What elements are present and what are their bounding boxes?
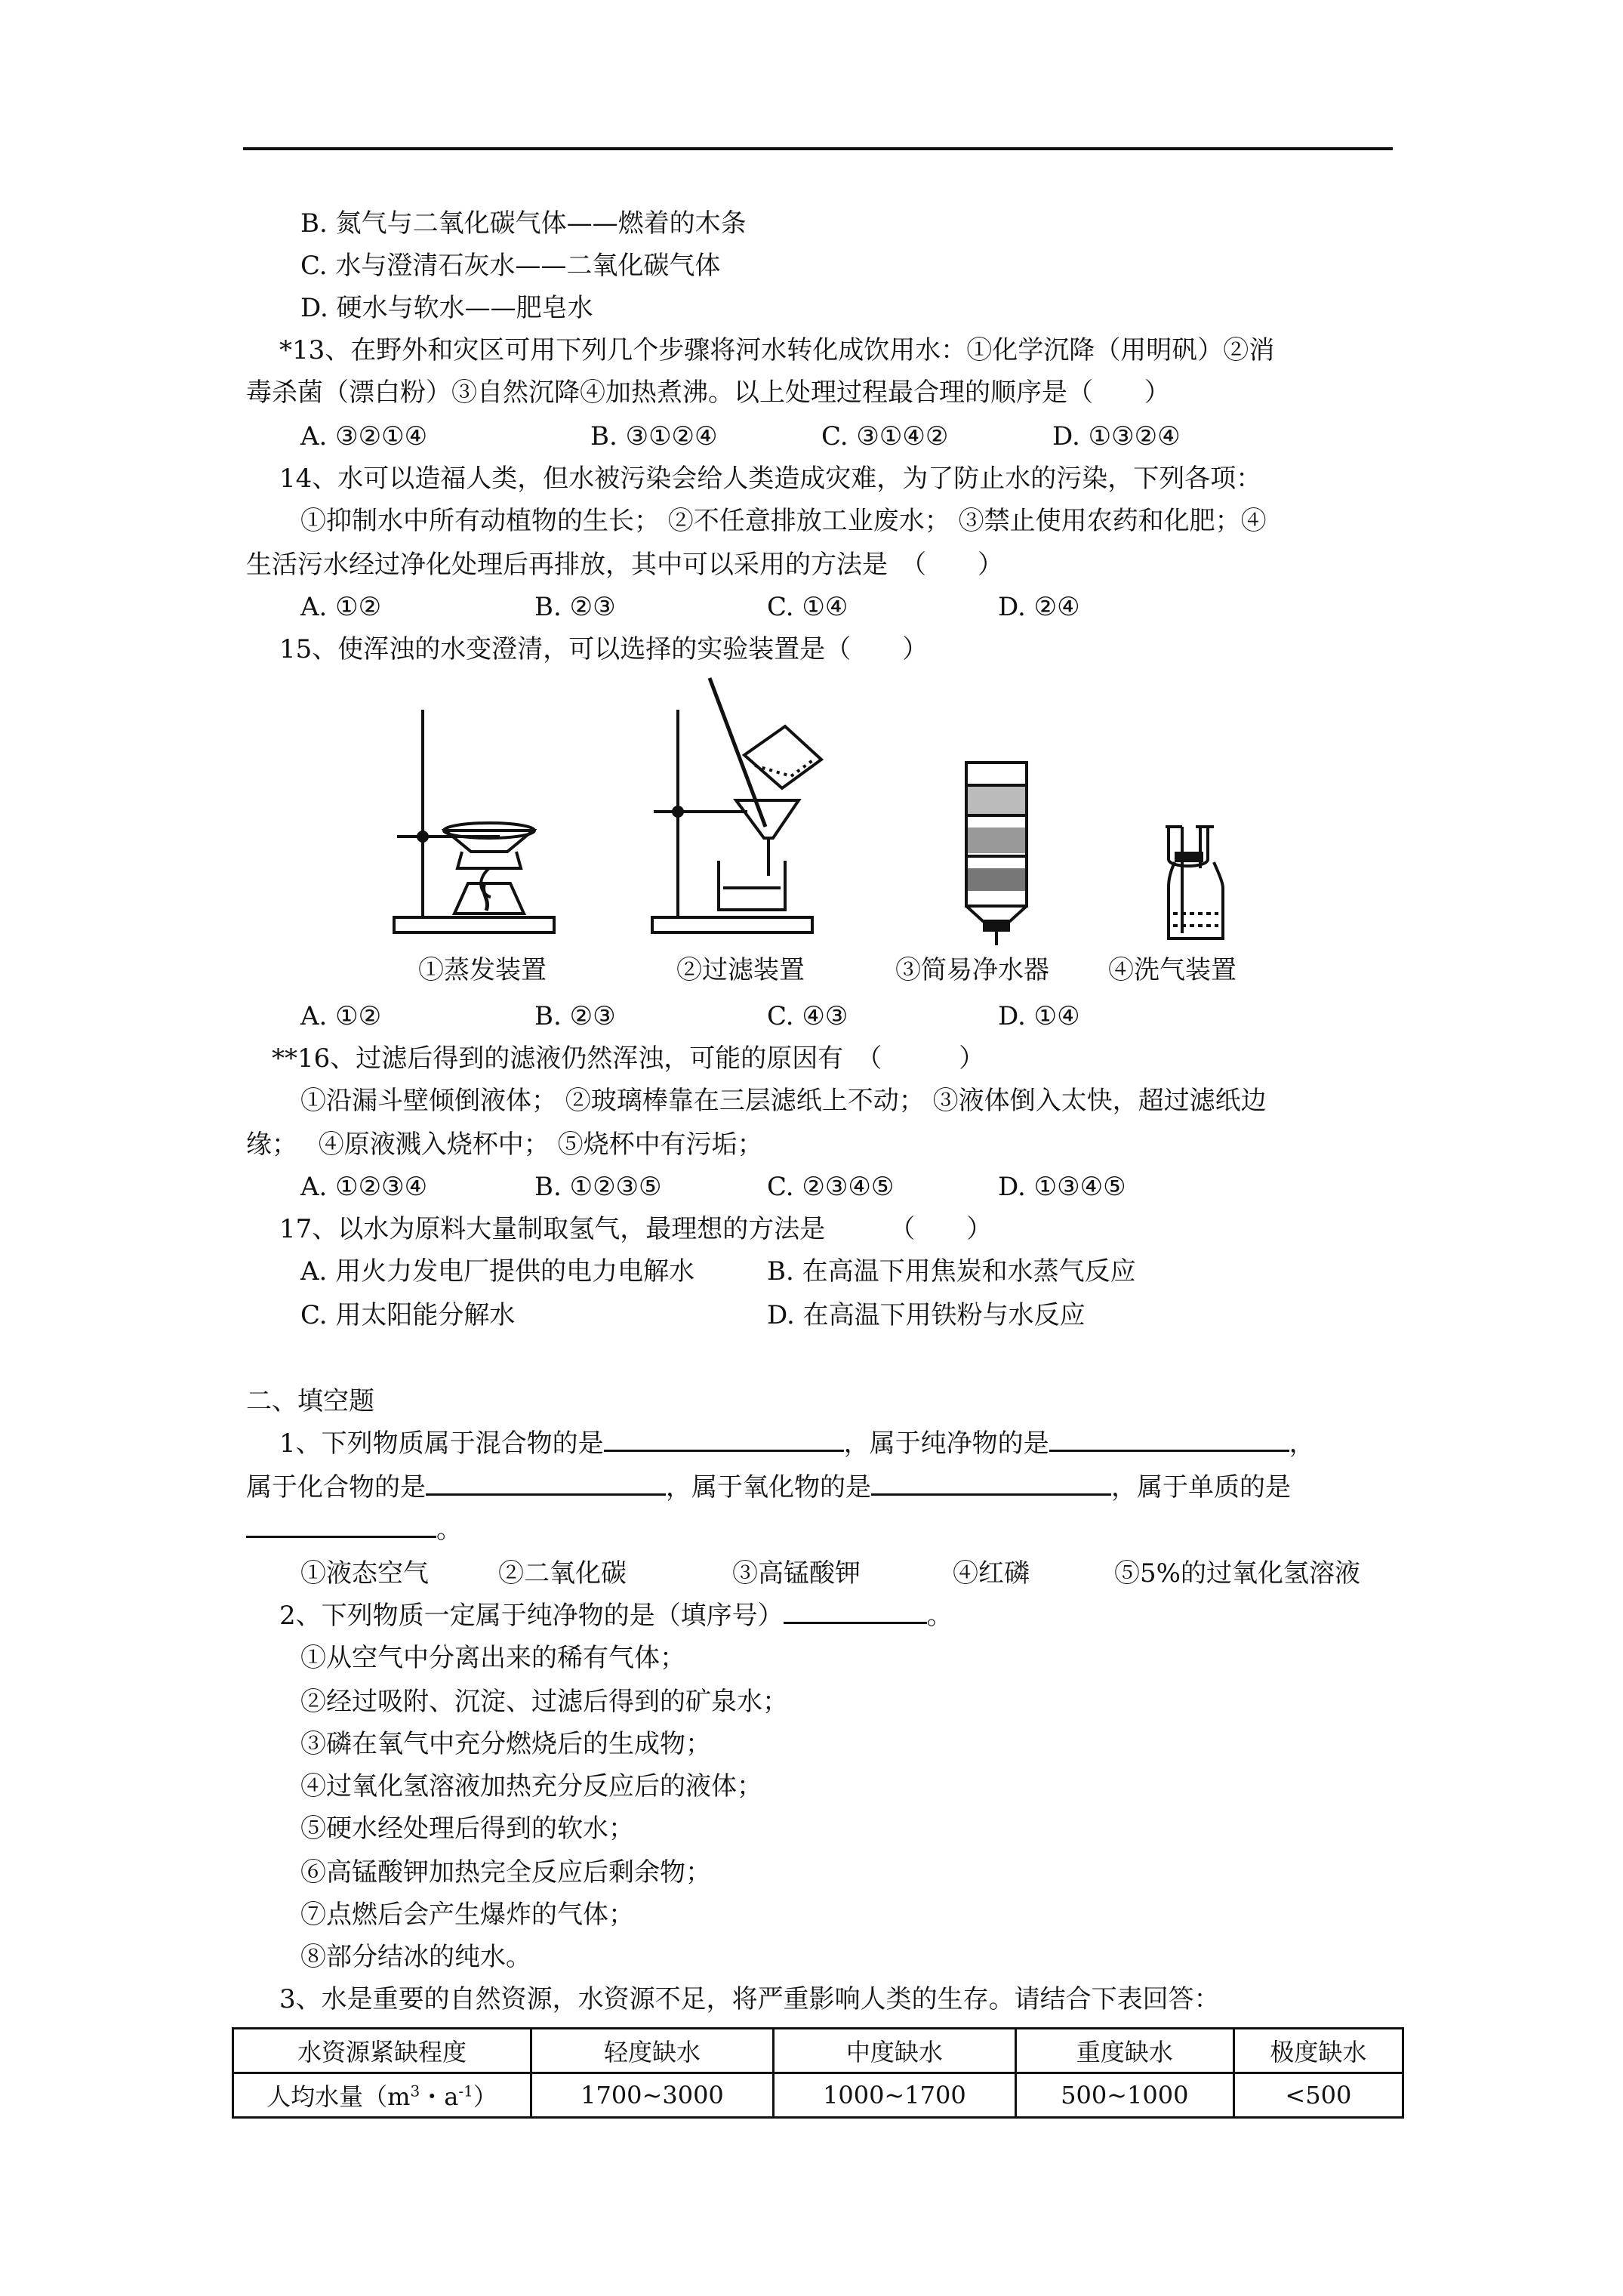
label-post: ） — [473, 2082, 497, 2111]
table-header-cell: 极度缺水 — [1233, 2029, 1403, 2073]
q16-option-d: D. ①③④⑤ — [998, 1172, 1126, 1202]
q12-option-c: C. 水与澄清石灰水——二氧化碳气体 — [300, 251, 721, 281]
f2-item-5: ⑤硬水经处理后得到的软水； — [300, 1814, 634, 1844]
table-header-cell: 水资源紧缺程度 — [233, 2029, 531, 2073]
table-row-label — [233, 2073, 531, 2118]
table-row — [233, 2073, 1403, 2118]
q14-stem-line3: 生活污水经过净化处理后再排放，其中可以采用的方法是 （ ） — [246, 550, 1003, 580]
f2-item-3: ③磷在氧气中充分燃烧后的生成物； — [300, 1729, 711, 1759]
f1-text-6: ，属于单质的是 — [1111, 1472, 1291, 1502]
f2-end: 。 — [926, 1601, 953, 1631]
table-header-row — [233, 2029, 1403, 2073]
evaporation-apparatus-icon — [394, 710, 554, 932]
f3-stem: 3、水是重要的自然资源，水资源不足，将严重影响人类的生存。请结合下表回答： — [279, 1984, 1220, 2014]
f1-blank-pure[interactable] — [1049, 1427, 1289, 1452]
q15-stem: 15、使浑浊的水变澄清，可以选择的实验装置是（ ） — [279, 634, 929, 664]
f1-text-5: ，属于氧化物的是 — [666, 1472, 871, 1502]
q13-option-b: B. ③①②④ — [590, 421, 718, 451]
table-header-cell: 中度缺水 — [773, 2029, 1015, 2073]
table-cell: 1000~1700 — [773, 2073, 1015, 2118]
f1-line1 — [279, 1427, 1315, 1460]
q14-option-b: B. ②③ — [534, 592, 616, 622]
q15-option-c: C. ④③ — [767, 1001, 848, 1031]
apparatus-figure — [0, 0, 1623, 982]
label-sup-neg1: -1 — [458, 2082, 473, 2100]
f2-item-1: ①从空气中分离出来的稀有气体； — [300, 1643, 685, 1673]
q17-option-a: A. 用火力发电厂提供的电力电解水 — [300, 1256, 695, 1287]
q14-option-a: A. ①② — [300, 592, 382, 622]
label-sup-3: 3 — [410, 2082, 420, 2100]
q13-stem-line1: *13、在野外和灾区可用下列几个步骤将河水转化成饮用水：①化学沉降（用明矾）②消 — [279, 335, 1275, 365]
q13-option-a: A. ③②①④ — [300, 421, 428, 451]
section-title-fill-in: 二、填空题 — [246, 1386, 374, 1416]
q15-option-b: B. ②③ — [534, 1001, 616, 1031]
q13-option-d: D. ①③②④ — [1052, 421, 1181, 451]
q14-stem-line2: ①抑制水中所有动植物的生长； ②不任意排放工业废水； ③禁止使用农药和化肥；④ — [300, 506, 1267, 536]
q16-stem-line3: 缘； ④原液溅入烧杯中； ⑤烧杯中有污垢； — [246, 1130, 763, 1160]
q17-option-b: B. 在高温下用焦炭和水蒸气反应 — [767, 1256, 1136, 1287]
f1-text-3: ， — [1289, 1428, 1315, 1459]
f1-item-3: ③高锰酸钾 — [732, 1558, 861, 1589]
q17-stem: 17、以水为原料大量制取氢气，最理想的方法是 （ ） — [279, 1214, 993, 1244]
f1-text-1: 1、下列物质属于混合物的是 — [279, 1428, 604, 1459]
f1-line2 — [246, 1471, 1291, 1504]
q14-option-d: D. ②④ — [998, 592, 1080, 622]
f2-item-8: ⑧部分结冰的纯水。 — [300, 1942, 531, 1972]
f1-blank-element[interactable] — [246, 1513, 436, 1538]
q16-stem-line1: **16、过滤后得到的滤液仍然浑浊，可能的原因有 （ ） — [272, 1043, 985, 1074]
q12-option-b: B. 氮气与二氧化碳气体——燃着的木条 — [300, 208, 747, 239]
caption-filtration: ②过滤装置 — [676, 955, 805, 985]
q16-stem-line2: ①沿漏斗壁倾倒液体； ②玻璃棒靠在三层滤纸上不动； ③液体倒入太快，超过滤纸边 — [300, 1086, 1267, 1116]
f1-text-7: 。 — [436, 1515, 462, 1545]
f1-blank-oxide[interactable] — [871, 1471, 1111, 1496]
f1-item-2: ②二氧化碳 — [498, 1558, 627, 1589]
q17-option-d: D. 在高温下用铁粉与水反应 — [767, 1300, 1086, 1330]
q12-option-d: D. 硬水与软水——肥皂水 — [300, 293, 593, 323]
water-resource-table — [232, 2027, 1404, 2119]
caption-purifier: ③简易净水器 — [895, 955, 1049, 985]
gas-washing-bottle-icon — [1166, 827, 1223, 938]
f1-line3 — [246, 1513, 462, 1546]
q14-stem-line1: 14、水可以造福人类，但水被污染会给人类造成灾难，为了防止水的污染，下列各项： — [279, 464, 1262, 494]
table-header-cell: 重度缺水 — [1015, 2029, 1233, 2073]
q16-option-c: C. ②③④⑤ — [767, 1172, 895, 1202]
f2-item-6: ⑥高锰酸钾加热完全反应后剩余物； — [300, 1857, 711, 1888]
f2-blank[interactable] — [784, 1599, 927, 1624]
table-cell: <500 — [1233, 2073, 1403, 2118]
f2-item-2: ②经过吸附、沉淀、过滤后得到的矿泉水； — [300, 1687, 788, 1717]
table-header-cell: 轻度缺水 — [531, 2029, 774, 2073]
f1-item-5: ⑤5%的过氧化氢溶液 — [1114, 1558, 1360, 1589]
q13-option-c: C. ③①④② — [821, 421, 949, 451]
f2-stem-line — [279, 1599, 953, 1632]
f2-item-7: ⑦点燃后会产生爆炸的气体； — [300, 1900, 634, 1930]
f1-item-1: ①液态空气 — [300, 1558, 429, 1589]
filtration-apparatus-icon — [652, 678, 821, 932]
caption-gas-washing: ④洗气装置 — [1108, 955, 1236, 985]
label-pre: 人均水量（m — [266, 2082, 411, 2111]
q17-option-c: C. 用太阳能分解水 — [300, 1300, 516, 1330]
q15-option-d: D. ①④ — [998, 1001, 1080, 1031]
q16-option-a: A. ①②③④ — [300, 1172, 428, 1202]
f2-item-4: ④过氧化氢溶液加热充分反应后的液体； — [300, 1771, 762, 1801]
q15-option-a: A. ①② — [300, 1001, 382, 1031]
f1-item-4: ④红磷 — [953, 1558, 1030, 1589]
water-purifier-icon — [966, 763, 1027, 945]
q13-stem-line2: 毒杀菌（漂白粉）③自然沉降④加热煮沸。以上处理过程最合理的顺序是（ ） — [246, 378, 1170, 408]
label-mid: ・a — [420, 2082, 459, 2111]
caption-evaporation: ①蒸发装置 — [418, 955, 547, 985]
table-cell: 500~1000 — [1015, 2073, 1233, 2118]
q14-option-c: C. ①④ — [767, 592, 848, 622]
f1-text-2: ，属于纯净物的是 — [843, 1428, 1049, 1459]
q16-option-b: B. ①②③⑤ — [534, 1172, 662, 1202]
f1-blank-mixture[interactable] — [604, 1427, 844, 1452]
table-cell: 1700~3000 — [531, 2073, 774, 2118]
f2-stem: 2、下列物质一定属于纯净物的是（填序号） — [279, 1601, 784, 1631]
f1-text-4: 属于化合物的是 — [246, 1472, 426, 1502]
f1-blank-compound[interactable] — [426, 1471, 666, 1496]
